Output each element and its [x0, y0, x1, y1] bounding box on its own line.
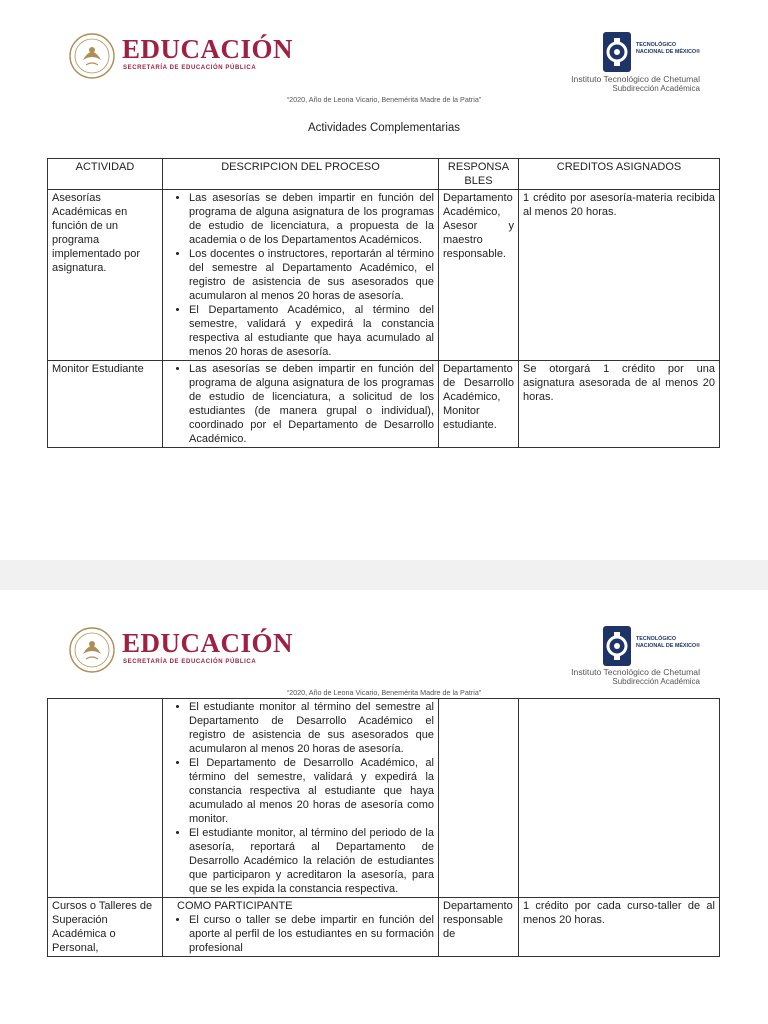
subdirection-name: Subdirección Académica — [612, 677, 700, 686]
list-item: • Las asesorías se deben impartir en función del programa de alguna asignatura de los programas de estudio de licenciatura, a propuesta de la academia o de los Departamentos Académicos. — [189, 191, 434, 247]
page-title: Actividades Complementarias — [307, 122, 461, 134]
col-header-responsible: RESPONSA BLES — [439, 159, 519, 190]
list-item: • El Departamento de Desarrollo Académico, al término del semestre, validará y expedirá la constancia respectiva al estudiante que haya acumulado al menos 20 horas de asesoría como monitor. — [189, 756, 434, 826]
activity-cell: Cursos o Talleres de Superación Académica o Personal, — [48, 898, 163, 957]
process-list — [167, 913, 434, 955]
tecnm-line-1: TECNOLÓGICO — [636, 636, 677, 642]
responsible-cell: Departamento responsable de — [439, 898, 519, 957]
process-list — [167, 191, 434, 359]
sep-subtitle: SECRETARÍA DE EDUCACIÓN PÚBLICA — [123, 65, 257, 71]
table-row — [48, 361, 720, 448]
activity-cell: Asesorías Académicas en función de un programa implementado por asignatura. — [48, 190, 163, 361]
credits-cell: 1 crédito por cada curso-taller de al menos 20 horas. — [519, 898, 720, 957]
education-wordmark: EDUCACIÓN — [122, 34, 294, 64]
list-item: • Los docentes o instructores, reportarán al término del semestre al Departamento Académico, el registro de asistencia de sus asesorados que acumularon al menos 20 horas de asesoría. — [189, 247, 434, 303]
mexico-seal-icon — [68, 626, 116, 674]
institute-name: Instituto Tecnológico de Chetumal — [571, 74, 700, 84]
tecnm-line-2: NACIONAL DE MÉXICO® — [636, 49, 701, 55]
tecnm-text — [636, 42, 700, 56]
process-list — [167, 700, 434, 896]
education-wordmark: EDUCACIÓN — [122, 628, 294, 658]
tecnm-logo — [600, 30, 710, 76]
col-header-description: DESCRIPCION DEL PROCESO — [163, 159, 439, 190]
list-item: • El estudiante monitor, al término del periodo de la asesoría, reportará al Departamento de Desarrollo Académico la relación de estudiantes que participaron y acreditaron la asesoría, para que se les expida la constancia respectiva. — [189, 826, 434, 896]
responsible-cell — [439, 699, 519, 898]
credits-cell — [519, 699, 720, 898]
table-row — [48, 699, 720, 898]
list-item: • El Departamento Académico, al término del semestre, validará y expedirá la constancia respectiva al estudiante que haya acumulado al menos 20 horas de asesoría. — [189, 303, 434, 359]
credits-cell: Se otorgará 1 crédito por una asignatura asesorada de al menos 20 horas. — [519, 361, 720, 448]
tecnm-line-1: TECNOLÓGICO — [636, 42, 677, 48]
description-cell — [163, 898, 439, 957]
activity-cell: Monitor Estudiante — [48, 361, 163, 448]
table-row — [48, 898, 720, 957]
responsible-cell: Departamento de Desarrollo Académico, Monitor estudiante. — [439, 361, 519, 448]
list-item: • Las asesorías se deben impartir en función del programa de alguna asignatura de los programas de estudio de licenciatura, a solicitud de los estudiantes (de manera grupal o individual), coordinado por el Departamento de Desarrollo Académico. — [189, 362, 434, 446]
activities-table — [47, 158, 720, 448]
gear-icon — [600, 624, 634, 668]
list-item: • El curso o taller se debe impartir en función del aporte al perfil de los estudiantes en su formación profesional — [189, 913, 434, 955]
tecnm-line-2: NACIONAL DE MÉXICO® — [636, 643, 701, 649]
motto-line: “2020, Año de Leona Vicario, Benemérita Madre de la Patria” — [286, 95, 482, 104]
description-cell — [163, 699, 439, 898]
mexico-seal-icon — [68, 32, 116, 80]
tecnm-logo — [600, 624, 710, 670]
process-list — [167, 362, 434, 446]
col-header-activity: ACTIVIDAD — [48, 159, 163, 190]
document-page-2 — [0, 590, 768, 1024]
responsible-cell: Departamento Académico, Asesor y maestro responsable. — [439, 190, 519, 361]
page-separator — [0, 560, 768, 590]
table-header-row — [48, 159, 720, 190]
subdirection-name: Subdirección Académica — [612, 84, 700, 93]
activity-cell — [48, 699, 163, 898]
participant-subheading: COMO PARTICIPANTE — [177, 900, 293, 912]
sep-subtitle: SECRETARÍA DE EDUCACIÓN PÚBLICA — [123, 659, 257, 665]
tecnm-text — [636, 636, 700, 650]
gear-icon — [600, 30, 634, 74]
list-item: • El estudiante monitor al término del semestre al Departamento de Desarrollo Académico el registro de asistencia de sus asesorados que acumularon al menos 20 horas de asesoría. — [189, 700, 434, 756]
institute-name: Instituto Tecnológico de Chetumal — [571, 667, 700, 677]
credits-cell: 1 crédito por asesoría-materia recibida al menos 20 horas. — [519, 190, 720, 361]
col-header-credits: CREDITOS ASIGNADOS — [519, 159, 720, 190]
description-cell — [163, 361, 439, 448]
table-row — [48, 190, 720, 361]
description-cell — [163, 190, 439, 361]
motto-line: “2020, Año de Leona Vicario, Benemérita Madre de la Patria” — [286, 688, 482, 697]
activities-table-continued — [47, 698, 720, 957]
